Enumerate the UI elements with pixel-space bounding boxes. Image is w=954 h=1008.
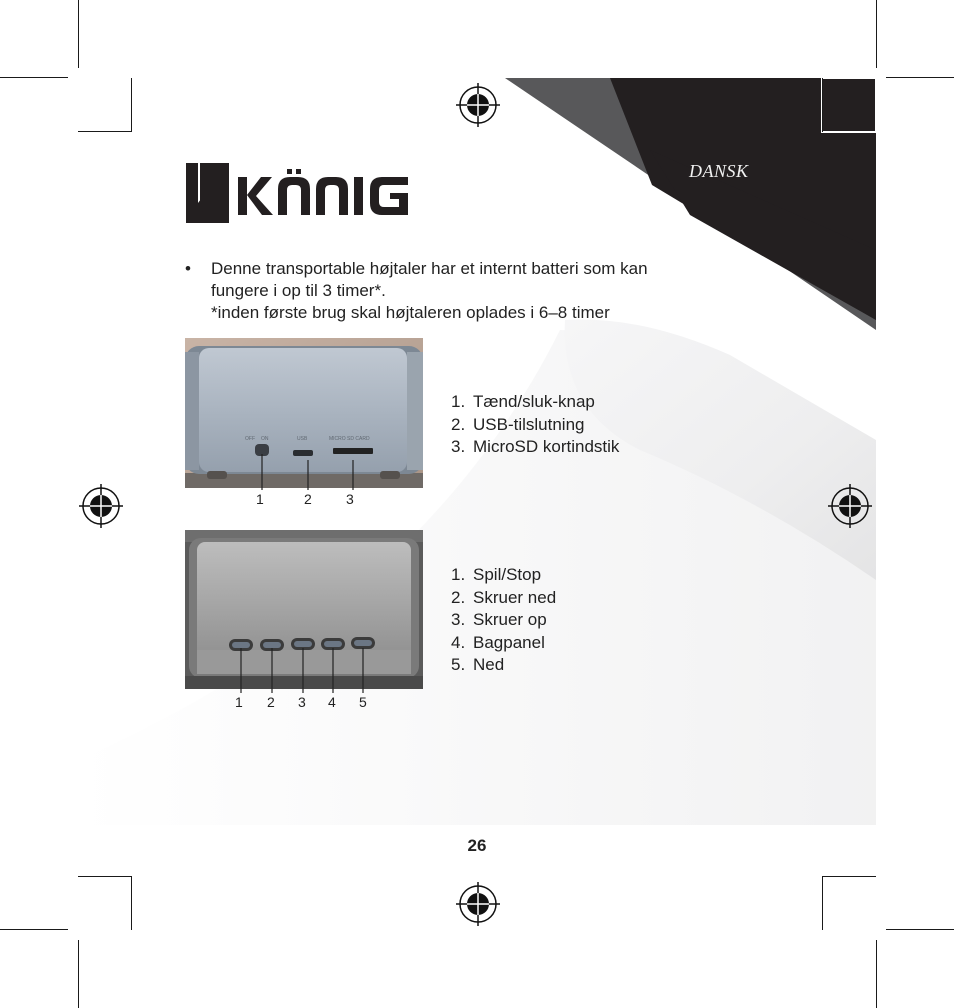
- callout-number: 2: [267, 694, 275, 710]
- callout-number: 2: [304, 491, 312, 507]
- callout-lines: [185, 648, 423, 696]
- callout-number: 1: [235, 694, 243, 710]
- registration-mark-icon: [78, 483, 124, 529]
- crop-mark: [886, 929, 954, 930]
- registration-mark-icon: [455, 881, 501, 927]
- crop-mark: [0, 77, 68, 78]
- callout-number: 3: [298, 694, 306, 710]
- crop-mark: [876, 940, 877, 1008]
- crop-mark: [78, 876, 132, 877]
- intro-line: Denne transportable højtaler har et internt batteri som kan: [211, 259, 648, 278]
- callout-number: 3: [346, 491, 354, 507]
- crop-mark: [876, 0, 877, 68]
- callout-lines: [185, 440, 423, 492]
- crop-mark: [78, 0, 79, 68]
- registration-mark-icon: [827, 483, 873, 529]
- language-label: DANSK: [689, 161, 749, 181]
- bullet-marker: •: [185, 259, 191, 278]
- intro-line: fungere i op til 3 timer*.: [211, 281, 386, 300]
- crop-mark: [886, 77, 954, 78]
- panel-label: OFF: [245, 436, 255, 442]
- konig-logo: [186, 163, 412, 223]
- crop-mark: [0, 929, 68, 930]
- intro-line: *inden første brug skal højtaleren oplades i 6–8 timer: [211, 303, 610, 322]
- crop-mark: [131, 78, 132, 132]
- crop-mark: [822, 876, 823, 930]
- crop-mark: [822, 876, 876, 877]
- panel-label: MICRO SD CARD: [329, 436, 370, 442]
- callout-number: 5: [359, 694, 367, 710]
- panel-label: ON: [261, 436, 269, 442]
- crop-mark: [78, 940, 79, 1008]
- panel-label: USB: [297, 436, 308, 442]
- crop-mark: [131, 876, 132, 930]
- crop-mark: [822, 78, 823, 132]
- page-number: 26: [467, 836, 487, 855]
- callout-number: 1: [256, 491, 264, 507]
- callout-number: 4: [328, 694, 336, 710]
- registration-mark-icon: [455, 82, 501, 128]
- crop-mark: [78, 131, 132, 132]
